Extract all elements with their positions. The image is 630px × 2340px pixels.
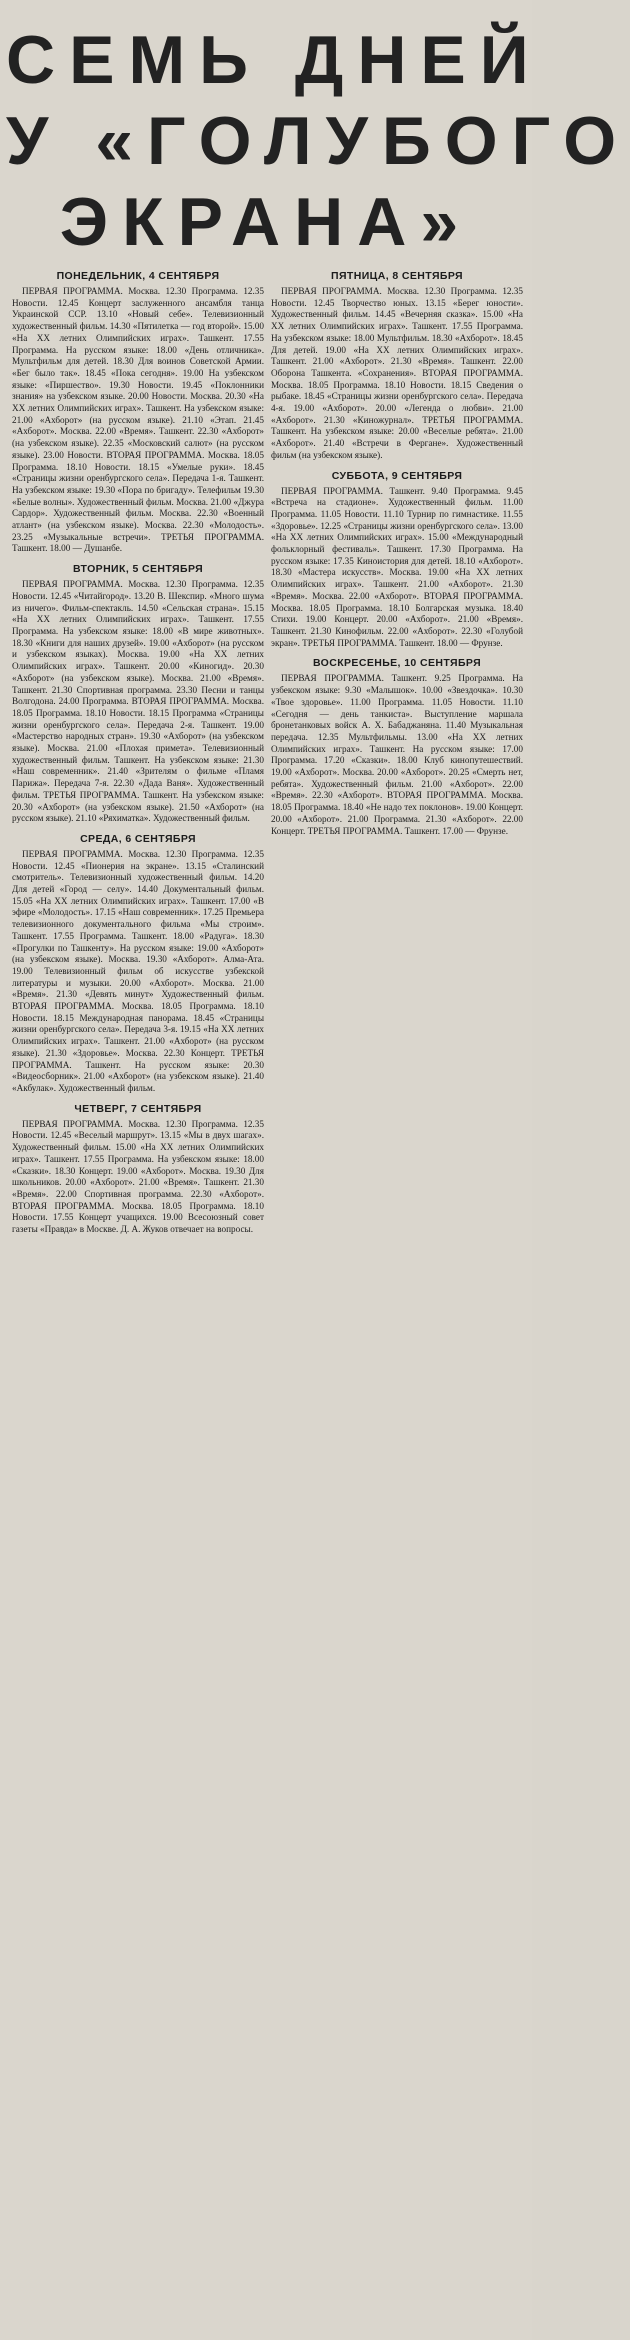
- day-section: [271, 657, 523, 837]
- day-title: СУББОТА, 9 СЕНТЯБРЯ: [331, 469, 463, 482]
- day-schedule: ПЕРВАЯ ПРОГРАММА. Москва. 12.30 Программа. 12.35 Новости. 12.45 «Читайгород». 13.20 В. Шекспир. «Много шума из ничего». Фильм-спектакль. 14.50 «Сельская страна». 15.15 «На XX летних Олимпийских играх». Ташкент. 17.55 Программа. На узбекском языке: 18.00 «В мире животных». 18.30 «Книги для наших друзей». 19.00 «Ахборот» (на русском и узбекском языках). Москва. 19.00 «На XX летних Олимпийских играх». Ташкент. 20.00 «Киногид». 20.30 «Ахборот» (на узбекском языке). Москва. 21.00 «Время». Ташкент. 21.30 Спортивная программа. 23.30 Песни и танцы Волгодона. 24.00 Программа. ВТОРАЯ ПРОГРАММА. Москва. 18.05 Программа. 18.10 Новости. 18.15 Программа «Страницы жизни оренбургского села». Передача 2-я. Ташкент. 19.00 «Мастерство народных стран». 19.30 «Ахборот» (на узбекском языке). Москва. 21.00 «Плохая примета». Телевизионный художественный фильм. Ташкент. На узбекском языке: 21.30 «Наш современник». 21.40 «Зрителям о фильме «Пламя Парижа». Передача 7-я. 22.30 «Дада Ваня». Художественный фильм. ТРЕТЬЯ ПРОГРАММА. Ташкент. На узбекском языке: 20.30 «Ахборот» (на узбекском языке). 21.50 «Ахборот» (на русском языке). 21.10 «Ряхиматка». Художественный фильм.: [12, 579, 264, 824]
- day-title: ПОНЕДЕЛЬНИК, 4 СЕНТЯБРЯ: [56, 270, 220, 282]
- day-title: ВТОРНИК, 5 СЕНТЯБРЯ: [72, 563, 204, 576]
- day-title: ВОСКРЕСЕНЬЕ, 10 СЕНТЯБРЯ: [312, 657, 482, 670]
- day-schedule: ПЕРВАЯ ПРОГРАММА. Ташкент. 9.25 Программа. На узбекском языке: 9.30 «Малышок». 10.00 «Звездочка». 10.30 «Твое здоровье». 11.00 Программа. 11.05 Новости. 11.10 «Сегодня — день танкиста». Выступление маршала бронетанковых войск А. Х. Бабаджаняна. 11.40 Музыкальная передача. 12.35 Мультфильмы. 13.00 «На XX летних Олимпийских играх». Ташкент. На русском языке: 17.00 Программа. 17.20 «Сказки». 18.00 Клуб кинопутешествий. 19.00 «Ахборот». Москва. 20.00 «Ахборот». 20.25 «Смерть нет, ребята». Художественный фильм. 21.00 «Ахборот». 22.00 «Время». 22.30 «Ахборот». ВТОРАЯ ПРОГРАММА. Москва. 18.05 Программа. 18.40 «Не надо тех поклонов». 19.00 Концерт. 20.00 «Ахборот». 21.00 Программа. 21.30 «Ахборот». 22.00 Концерт. ТРЕТЬЯ ПРОГРАММА. Ташкент. 17.00 — Фрунзе.: [271, 673, 523, 836]
- day-section: [12, 563, 264, 825]
- day-section: [12, 270, 264, 555]
- headline-line: ЭКРАНА»: [59, 184, 473, 260]
- left-column: [12, 262, 264, 1236]
- day-title: ПЯТНИЦА, 8 СЕНТЯБРЯ: [331, 270, 463, 282]
- headline-line: У «ГОЛУБОГО: [6, 103, 630, 179]
- day-title: ЧЕТВЕРГ, 7 СЕНТЯБРЯ: [74, 1102, 202, 1115]
- day-schedule: ПЕРВАЯ ПРОГРАММА. Москва. 12.30 Программа. 12.35 Новости. 12.45 «Пионерия на экране». 13.15 «Сталинский смотритель». Телевизионный художественный фильм. 14.20 Для детей «Город — селу». 14.40 Документальный фильм. 15.05 «На XX летних Олимпийских играх». Ташкент. 17.00 «В эфире «Молодость». 17.15 «Наш современник». 17.25 Премьера телевизионного документального фильма «Мы строим». Ташкент. 17.55 Программа. Ташкент. 18.00 «Радуга». 18.30 «Прогулки по Ташкенту». На русском языке: 19.00 «Ахборот» (на узбекском языке). Москва. 19.30 «Ахборот». Алма-Ата. 19.00 Телевизионный фильм об искусстве узбекской литературы и музыки. 20.00 «Ахборот». Москва. 21.00 «Время». 21.30 «Девять минут» Художественный фильм. ВТОРАЯ ПРОГРАММА. Москва. 18.05 Программа. 18.10 Новости. 18.15 Международная панорама. 18.45 «Страницы жизни оренбургского села». Передача 3-я. 19.15 «На XX летних Олимпийских играх». Ташкент. 21.00 «Ахборот» (на русском языке). 21.30 «Здоровье». Москва. 22.30 Концерт. ТРЕТЬЯ ПРОГРАММА. Ташкент. На русском языке: 20.30 «Видеосборник». 21.00 «Ахборот» (на узбекском языке). 21.40 «Акбулак». Художественный фильм.: [12, 848, 264, 1093]
- right-column: [271, 262, 523, 837]
- day-section: [271, 270, 523, 462]
- day-schedule: ПЕРВАЯ ПРОГРАММА. Ташкент. 9.40 Программа. 9.45 «Встреча на стадионе». Художественный фильм. 11.00 Программа. 11.05 Новости. 11.10 Турнир по гимнастике. 11.55 «Здоровье». 12.25 «Страницы жизни оренбургского села». 13.00 «На XX летних Олимпийских играх». 15.00 «Международный фольклорный фестиваль». Ташкент. 17.30 Программа. На русском языке: 17.35 Киноистория для детей. 18.10 «Ахборот». 18.30 «Мастера искусств». Москва. 19.00 «На XX летних Олимпийских играх». Ташкент. 21.00 «Ахборот». 21.30 «Время». Москва. 22.00 «Ахборот». ВТОРАЯ ПРОГРАММА. Москва. 18.05 Программа. 18.10 Болгарская музыка. 18.40 Стихи. 19.00 Концерт. 20.00 «Ахборот». 21.00 «Время». Ташкент. 21.30 Кинофильм. 22.00 «Ахборот». 22.30 «Голубой экран». ТРЕТЬЯ ПРОГРАММА. Ташкент. 18.00 — Фрунзе.: [271, 485, 523, 648]
- headline: [6, 20, 630, 263]
- day-schedule: ПЕРВАЯ ПРОГРАММА. Москва. 12.30 Программа. 12.35 Новости. 12.45 Творчество юных. 13.15 «Берег юности». Художественный фильм. 14.45 «Вечерняя сказка». 15.00 «На XX летних Олимпийских играх». Ташкент. 17.55 Программа. На узбекском языке: 18.00 Мультфильм. 18.30 «Ахборот». 18.45 Для детей. 19.00 «На XX летних Олимпийских играх». Ташкент. 21.00 «Ахборот». 21.30 «Время». Ташкент. 22.00 Оборона Ташкента. «Сохранения». ВТОРАЯ ПРОГРАММА. Москва. 18.05 Программа. 18.10 Новости. 18.15 Сведения о рыбаке. 18.45 «Страницы жизни оренбургского села». Передача 4-я. 19.00 «Ахборот». 20.00 «Легенда о любви». 21.00 «Ахборот». 21.30 «Киножурнал». ТРЕТЬЯ ПРОГРАММА. Ташкент. На узбекском языке: 20.00 «Веселые ребята». 21.00 «Ахборот». 21.40 «Встречи в Фергане». Художественный фильм (на узбекском языке).: [271, 286, 523, 460]
- day-section: [12, 833, 264, 1095]
- headline-line: СЕМЬ ДНЕЙ: [6, 22, 543, 98]
- day-section: [12, 1103, 264, 1236]
- day-schedule: ПЕРВАЯ ПРОГРАММА. Москва. 12.30 Программа. 12.35 Новости. 12.45 Концерт заслуженного ансамбля танца Украинской ССР. 13.10 «Новый себе». Телевизионный художественный фильм. 14.30 «Пятилетка — год второй». 15.00 «На XX летних Олимпийских играх». Ташкент. 17.55 Программа. На русском языке: 18.00 «День отличника». Мультфильм для детей. 18.30 Для воинов Советской Армии. «Бег было так». 18.45 «Пока сегодня». 19.00 На узбекском языке: «Пиршество». 19.30 Новости. 19.45 «Поклонники знания» на узбекском языке. 20.00 Новости. Москва. 20.30 «На XX летних Олимпийских играх». Ташкент. На узбекском языке: 21.00 «Ахборот» (на русском языке). 21.10 «Этап. 21.45 «Ахборот». Москва. 22.00 «Время». Ташкент. 22.30 «Ахборот» (на узбекском языке). 22.35 «Московский салют» (на русском языке). 23.00 Новости. ВТОРАЯ ПРОГРАММА. Москва. 18.05 Программа. 18.10 Новости. 18.15 «Умелые руки». 18.45 «Страницы жизни оренбургского села». Передача 1-я. Ташкент. На узбекском языке: 19.30 «Пора по бригаду». Телефильм 19.30 «Белые волны». Художественный фильм. Москва. 21.00 «Джура Сардор». Художественный фильм. Москва. 22.30 «Военный атлант» (на узбекском языке). Москва. 22.30 «Молодость». 23.25 «Музыкальные встречи». ТРЕТЬЯ ПРОГРАММА. Ташкент. 18.00 — Душанбе.: [12, 286, 264, 554]
- day-section: [271, 470, 523, 650]
- day-title: СРЕДА, 6 СЕНТЯБРЯ: [80, 832, 196, 845]
- day-schedule: ПЕРВАЯ ПРОГРАММА. Москва. 12.30 Программа. 12.35 Новости. 12.45 «Веселый маршрут». 13.15 «Мы в двух шагах». Художественный фильм. 15.00 «На XX летних Олимпийских играх». Ташкент. 17.55 Программа. На узбекском языке: 18.00 «Сказки». 18.30 Концерт. 19.00 «Ахборот». Москва. 19.30 Для школьников. 20.00 «Ахборот». 21.00 «Время». Ташкент. 21.30 «Время». 22.00 Спортивная программа. 22.30 «Ахборот». ВТОРАЯ ПРОГРАММА. Москва. 18.05 Программа. 18.10 Новости. 17.55 Концерт учащихся. 19.00 Всесоюзный совет газеты «Правда» в Москве. Д. А. Жуков отвечает на вопросы.: [12, 1118, 264, 1235]
